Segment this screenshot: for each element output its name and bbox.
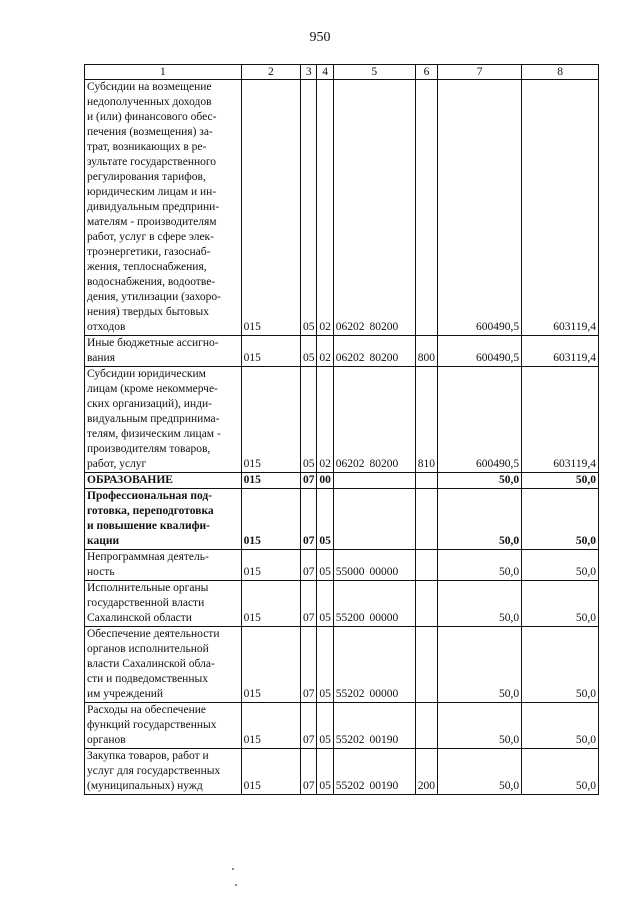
subsection-code: 02 <box>317 336 333 367</box>
row-name-line: ность <box>87 566 115 578</box>
subsection-code: 05 <box>317 489 333 550</box>
ministry-code: 015 <box>241 581 300 627</box>
row-name-line: видуальным предпринима- <box>87 413 220 425</box>
amount-year-1: 50,0 <box>438 749 522 795</box>
row-name-line: им учреждений <box>87 688 164 700</box>
amount-year-2: 50,0 <box>522 581 599 627</box>
table-row <box>85 703 599 749</box>
column-number-row <box>85 65 599 80</box>
section-code: 07 <box>301 550 317 581</box>
row-name-line: Закупка товаров, работ и <box>87 750 209 762</box>
row-name-line: нения) твердых бытовых <box>87 306 209 318</box>
target-article-code <box>333 627 415 703</box>
row-name-line: мателям - производителям <box>87 216 217 228</box>
amount-year-1: 50,0 <box>438 703 522 749</box>
row-name-line: ских организаций), инди- <box>87 398 212 410</box>
amount-year-2: 50,0 <box>522 550 599 581</box>
row-name-line: Расходы на обеспечение <box>87 704 206 716</box>
scan-speck <box>232 868 234 870</box>
expense-type-code: 200 <box>415 749 438 795</box>
target-direction-code: 80200 <box>369 352 399 364</box>
row-name <box>85 80 242 336</box>
subsection-code: 05 <box>317 627 333 703</box>
section-code: 07 <box>301 581 317 627</box>
target-article-code <box>333 489 415 550</box>
subsection-code: 00 <box>317 473 333 489</box>
column-header: 1 <box>85 65 242 80</box>
amount-year-1: 50,0 <box>438 550 522 581</box>
amount-year-2: 603119,4 <box>522 336 599 367</box>
column-header: 7 <box>438 65 522 80</box>
page-number: 950 <box>309 30 331 45</box>
expense-type-code: 810 <box>415 367 438 473</box>
row-name <box>85 336 242 367</box>
row-name <box>85 703 242 749</box>
amount-year-1: 50,0 <box>438 489 522 550</box>
row-name-line: и повышение квалифи- <box>87 520 211 532</box>
row-name <box>85 581 242 627</box>
target-direction-code: 00000 <box>369 688 399 700</box>
row-name-line: троэнергетики, газоснаб- <box>87 246 211 258</box>
target-program-code: 55000 <box>335 566 365 578</box>
row-name-line: органов исполнительной <box>87 643 209 655</box>
target-direction-code: 80200 <box>369 458 399 470</box>
section-code: 05 <box>301 336 317 367</box>
row-name-line: Сахалинской области <box>87 612 192 624</box>
target-article-code <box>333 703 415 749</box>
expense-type-code <box>415 550 438 581</box>
table-row <box>85 336 599 367</box>
budget-table <box>84 64 599 795</box>
expense-type-code <box>415 80 438 336</box>
row-name-line: юридическим лицам и ин- <box>87 186 217 198</box>
row-name <box>85 473 242 489</box>
row-name-line: отходов <box>87 321 126 333</box>
target-program-code: 55202 <box>335 734 365 746</box>
row-name-line: государственной власти <box>87 597 205 609</box>
amount-year-2: 50,0 <box>522 489 599 550</box>
ministry-code: 015 <box>241 550 300 581</box>
amount-year-1: 50,0 <box>438 473 522 489</box>
row-name-line: Субсидии на возмещение <box>87 81 212 93</box>
row-name-line: недополученных доходов <box>87 96 212 108</box>
row-name-line: водоснабжения, водоотве- <box>87 276 216 288</box>
row-name-line: (муниципальных) нужд <box>87 780 203 792</box>
row-name-line: печения (возмещения) за- <box>87 126 213 138</box>
amount-year-2: 50,0 <box>522 627 599 703</box>
target-article-code <box>333 80 415 336</box>
expense-type-code <box>415 489 438 550</box>
column-header: 5 <box>333 65 415 80</box>
target-direction-code: 00190 <box>369 780 399 792</box>
row-name <box>85 367 242 473</box>
section-code: 07 <box>301 703 317 749</box>
amount-year-2: 603119,4 <box>522 367 599 473</box>
target-direction-code: 80200 <box>369 321 399 333</box>
amount-year-1: 600490,5 <box>438 80 522 336</box>
target-article-code <box>333 550 415 581</box>
section-code: 07 <box>301 749 317 795</box>
target-direction-code: 00000 <box>369 566 399 578</box>
row-name-line: работ, услуг в сфере элек- <box>87 231 214 243</box>
row-name-line: регулирования тарифов, <box>87 171 206 183</box>
section-code: 07 <box>301 489 317 550</box>
amount-year-1: 600490,5 <box>438 367 522 473</box>
column-header: 8 <box>522 65 599 80</box>
row-name-line: вания <box>87 352 115 364</box>
target-direction-code: 00000 <box>369 612 399 624</box>
target-program-code: 06202 <box>335 321 365 333</box>
column-header: 6 <box>415 65 438 80</box>
row-name-line: Иные бюджетные ассигно- <box>87 337 219 349</box>
ministry-code: 015 <box>241 336 300 367</box>
table-body <box>85 80 599 795</box>
scan-speck <box>235 884 237 886</box>
section-code: 05 <box>301 80 317 336</box>
subsection-code: 05 <box>317 703 333 749</box>
target-program-code: 55202 <box>335 688 365 700</box>
row-name-line: Профессиональная под- <box>87 490 213 502</box>
target-article-code <box>333 367 415 473</box>
row-name-line: Субсидии юридическим <box>87 368 206 380</box>
target-article-code <box>333 749 415 795</box>
expense-type-code: 800 <box>415 336 438 367</box>
row-name-line: зультате государственного <box>87 156 217 168</box>
target-article-code <box>333 473 415 489</box>
row-name-line: Обеспечение деятельности <box>87 628 220 640</box>
target-article-code <box>333 581 415 627</box>
subsection-code: 05 <box>317 749 333 795</box>
target-direction-code: 00190 <box>369 734 399 746</box>
amount-year-1: 600490,5 <box>438 336 522 367</box>
table-row <box>85 489 599 550</box>
ministry-code: 015 <box>241 473 300 489</box>
ministry-code: 015 <box>241 489 300 550</box>
subsection-code: 05 <box>317 581 333 627</box>
row-name <box>85 627 242 703</box>
target-program-code: 06202 <box>335 458 365 470</box>
row-name-line: сти и подведомственных <box>87 673 208 685</box>
ministry-code: 015 <box>241 749 300 795</box>
row-name-line: работ, услуг <box>87 458 147 470</box>
ministry-code: 015 <box>241 703 300 749</box>
row-name-line: услуг для государственных <box>87 765 221 777</box>
target-program-code: 55202 <box>335 780 365 792</box>
table-row <box>85 581 599 627</box>
amount-year-2: 50,0 <box>522 749 599 795</box>
subsection-code: 02 <box>317 367 333 473</box>
section-code: 07 <box>301 627 317 703</box>
amount-year-2: 50,0 <box>522 473 599 489</box>
amount-year-2: 50,0 <box>522 703 599 749</box>
row-name-line: лицам (кроме некоммерче- <box>87 383 218 395</box>
expense-type-code <box>415 627 438 703</box>
row-name <box>85 550 242 581</box>
column-header: 2 <box>241 65 300 80</box>
subsection-code: 02 <box>317 80 333 336</box>
table-row <box>85 749 599 795</box>
target-program-code: 55200 <box>335 612 365 624</box>
row-name-line: функций государственных <box>87 719 217 731</box>
row-name-line: готовка, переподготовка <box>87 505 214 517</box>
row-name-line: производителям товаров, <box>87 443 211 455</box>
target-program-code: 06202 <box>335 352 365 364</box>
row-name-line: и (или) финансового обес- <box>87 111 217 123</box>
table-row <box>85 367 599 473</box>
row-name-line: ОБРАЗОВАНИЕ <box>87 474 173 486</box>
row-name <box>85 749 242 795</box>
section-code: 05 <box>301 367 317 473</box>
row-name-line: власти Сахалинской обла- <box>87 658 215 670</box>
column-header: 4 <box>317 65 333 80</box>
amount-year-2: 603119,4 <box>522 80 599 336</box>
amount-year-1: 50,0 <box>438 581 522 627</box>
expense-type-code <box>415 703 438 749</box>
table-row <box>85 627 599 703</box>
ministry-code: 015 <box>241 367 300 473</box>
row-name <box>85 489 242 550</box>
row-name-line: жения, теплоснабжения, <box>87 261 207 273</box>
subsection-code: 05 <box>317 550 333 581</box>
row-name-line: дения, утилизации (захоро- <box>87 291 221 303</box>
column-header: 3 <box>301 65 317 80</box>
table-row <box>85 550 599 581</box>
row-name-line: телям, физическим лицам - <box>87 428 221 440</box>
row-name-line: Исполнительные органы <box>87 582 209 594</box>
section-code: 07 <box>301 473 317 489</box>
ministry-code: 015 <box>241 627 300 703</box>
row-name-line: кации <box>87 535 120 547</box>
expense-type-code <box>415 581 438 627</box>
ministry-code: 015 <box>241 80 300 336</box>
expense-type-code <box>415 473 438 489</box>
target-article-code <box>333 336 415 367</box>
row-name-line: Непрограммная деятель- <box>87 551 209 563</box>
row-name-line: дивидуальным предприни- <box>87 201 220 213</box>
table-row <box>85 80 599 336</box>
row-name-line: органов <box>87 734 126 746</box>
table-row <box>85 473 599 489</box>
amount-year-1: 50,0 <box>438 627 522 703</box>
row-name-line: трат, возникающих в ре- <box>87 141 207 153</box>
